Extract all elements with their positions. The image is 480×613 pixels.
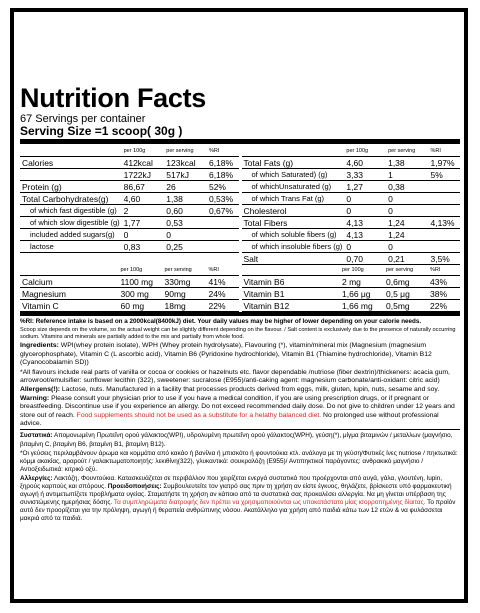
nutrient-name: Vitamin B1 (242, 288, 341, 300)
value-ri: 1,97% (428, 157, 460, 169)
value-per-100g: 0,70 (344, 253, 386, 265)
nutrient-row (242, 288, 461, 300)
nutrient-name: of which soluble fibers (g) (242, 229, 345, 241)
nutrient-row (20, 181, 239, 193)
nutrient-row (20, 169, 239, 181)
header-ri: %RI (207, 265, 239, 276)
value-per-100g: 3,33 (344, 169, 386, 181)
nutrient-name: of which slow digestible (g) (20, 217, 122, 229)
value-ri: 4,13% (428, 217, 460, 229)
nutrient-row (20, 288, 239, 300)
nutrient-row (242, 217, 461, 229)
header-ri: %RI (428, 265, 460, 276)
servings-per-container: 67 Servings per container (20, 113, 146, 125)
nutrient-name: Total Fats (g) (242, 157, 345, 169)
nutrient-name: Salt (242, 253, 345, 265)
header-ri: %RI (428, 146, 460, 157)
nutrient-name: of which fast digestible (g) (20, 205, 122, 217)
header-per-100g: per 100g (119, 265, 163, 276)
nutrient-name (20, 169, 122, 181)
greek-warning-end-text: Το προϊόν αυτό δεν προορίζεται για την πρόληψη, αγωγή ή θεραπεία ανθρώπινης νόσου. Ακατάλληλο για χρήση από παιδιά κάτω των 12 ετών & να φυλάσσεται μακριά από τα παιδιά. (20, 499, 456, 523)
column-header-row (20, 265, 239, 276)
nutrient-name: Magnesium (20, 288, 119, 300)
greek-warning-text: Συμβουλευτείτε τον γιατρό σας πριν τη χρήση αν είστε έγκυος, θηλάζετε, βρίσκεστε υπό φαρμακευτική αγωγή ή αντιμετωπίζετε προβλήματα υγείας. Σταματήστε τη χρήση αν κάποιο από τα συστατικά σας προκαλέσει αλλεργία. Να μη γίνεται υπέρβαση της συνιστώμενης ημερήσιας δόσης. (20, 483, 452, 507)
value-per-100g: 2 (122, 205, 165, 217)
value-ri: 24% (207, 288, 239, 300)
value-ri: 3,5% (428, 253, 460, 265)
nutrition-label (20, 83, 460, 525)
value-per-serving: 18mg (163, 300, 207, 312)
value-ri: 22% (428, 300, 460, 312)
scoop-note: Scoop size depends on the volume, so the actual weight can be slightly different depending on the flavour. / Salt content is exclusively due to the presence of naturally occurring sodium. Vitamins and minerals are partially added to the mix and partially from whole food. (20, 327, 456, 341)
warning-text: Please consult your physician prior to use if you have a medical condition, if you are using prescription drugs, or if pregnant or breastfeeding. Discontinue use if you experience an allergy. Do not exceed recommended daily dose. Do not give to children under 12 years and store out of reach. (20, 394, 455, 419)
warning-end-text: No prolonged use without professional advice. (20, 411, 439, 428)
value-per-100g: 1,66 mg (340, 300, 384, 312)
allergens-label: Allergens(!): (20, 386, 61, 394)
ingredients-text: WPI(whey protein isolate), WPH (Whey protein hydrolysate), Flavouring (*), vitamin/mineral mix (Magnesium (magnesium glycerophosphate), Vitamin C (L ascorbic acid), Vitamin B6 (Pyridoxine hydrochloride), Vitamin B1 (Thiamine hydrochloride), Vitamin B12 (Cyanocobalamin SD)) (20, 342, 432, 367)
nutrient-row (242, 193, 461, 205)
value-ri (207, 229, 239, 241)
nutrient-row (20, 205, 239, 217)
value-per-100g: 300 mg (119, 288, 163, 300)
warning-red-text: Food supplements should not be used as a substitute for a helathy balanced diet. (76, 411, 322, 419)
header-spacer (242, 265, 341, 276)
value-per-100g: 4,60 (122, 193, 165, 205)
nutrient-name: Calcium (20, 276, 119, 288)
value-per-serving: 0,25 (164, 241, 207, 253)
value-per-serving: 0,60 (164, 205, 207, 217)
section-divider (20, 312, 460, 316)
left-nutrient-table (20, 146, 239, 253)
left-mineral-table (20, 265, 239, 312)
value-per-100g: 4,13 (344, 229, 386, 241)
english-text (20, 318, 460, 428)
value-per-100g: 0 (344, 241, 386, 253)
value-per-100g: 0 (122, 229, 165, 241)
value-per-serving: 26 (164, 181, 207, 193)
nutrient-name: of which Trans Fat (g) (242, 193, 345, 205)
greek-flavours-paragraph: *Οι γεύσεις περιλαμβάνουν άρωμα και κομμάτια από κακάο ή βανίλια ή μπισκότο ή φουντούκια κτλ. ανάλογα με τη γεύση/Φυτικές ίνες nutriose / πηκτωτικά: κόμμι ακακίας, αραρούτ / γαλακτωματοποιητής: λεκιθίνη(322), γλυκαντικά: σουκραλόζη (E955)/ Αντιπηκτικοί παράγοντες: ανθρακικό μαγνήσιο / Αντιοξειδωτικά: κιτρικό οξύ. (20, 449, 458, 473)
value-ri: 0,67% (207, 205, 239, 217)
nutrient-row (242, 205, 461, 217)
value-ri: 22% (207, 300, 239, 312)
greek-ingredients-label: Συστατικά: (20, 432, 53, 440)
allergens-paragraph (20, 386, 460, 428)
greek-allergens-text: Λακτόζη, Φουντούκια. Κατασκευάζεται σε περιβάλλον που χειρίζεται ενεργά συστατικά που προέρχονται από αυγά, γάλα, γλουτένη, lupin, ξηρούς καρπούς και σπόρους. (20, 474, 443, 491)
value-per-100g: 1722kJ (122, 169, 165, 181)
nutrient-name: Total Fibers (242, 217, 345, 229)
column-header-row (20, 146, 239, 157)
value-ri (207, 241, 239, 253)
value-per-100g: 4,13 (344, 217, 386, 229)
flavours-paragraph: *All flavours include real parts of vanilla or cocoa or cookies or hazelnuts etc. flavor dependable /nutriose (fiber dextrin)/thickeners: acacia gum, arrowroot/emulsifier: sunflower lecithin (322), sweetener: sucralose (E955)/anti-caking agent: magnesium carbonate/anti-oxidant: citric acid) (20, 368, 450, 385)
header-per-100g: per 100g (122, 146, 165, 157)
value-per-serving: 0,53 (164, 217, 207, 229)
value-per-100g: 1,66 μg (340, 288, 384, 300)
header-spacer (20, 146, 122, 157)
value-per-serving: 0,38 (386, 181, 428, 193)
value-ri: 6,18% (207, 169, 239, 181)
header-per-serving: per serving (163, 265, 207, 276)
label-title: Nutrition Facts (20, 83, 207, 113)
value-per-serving: 1,38 (164, 193, 207, 205)
value-per-serving: 0,6mg (384, 276, 428, 288)
nutrient-name: Vitamin B6 (242, 276, 341, 288)
nutrient-row (20, 193, 239, 205)
value-per-100g: 0,83 (122, 241, 165, 253)
nutrient-row (242, 253, 461, 265)
value-per-serving: 0 (386, 193, 428, 205)
value-per-serving: 0,5mg (384, 300, 428, 312)
value-ri (428, 205, 460, 217)
ingredients-paragraph (20, 342, 460, 367)
value-per-serving: 1,24 (386, 229, 428, 241)
nutrient-row (20, 229, 239, 241)
header-spacer (20, 265, 119, 276)
column-header-row (242, 146, 461, 157)
value-ri (428, 193, 460, 205)
value-per-serving: 1,38 (386, 157, 428, 169)
allergens-text: Lactose, nuts. Manufactured in a facility that processes products derived from eggs, milk, gluten, lupin, nuts, sesame and soy. (60, 386, 440, 394)
nutrient-row (20, 217, 239, 229)
right-nutrient-table (242, 146, 461, 265)
value-ri: 38% (428, 288, 460, 300)
value-per-serving: 123kcal (164, 157, 207, 169)
nutrient-row (242, 241, 461, 253)
value-ri (428, 181, 460, 193)
greek-text (20, 432, 460, 523)
nutrient-name: Vitamin C (20, 300, 119, 312)
main-nutrient-grid (20, 146, 460, 265)
value-ri (428, 229, 460, 241)
value-per-100g: 2 mg (340, 276, 384, 288)
nutrient-row (242, 181, 461, 193)
greek-warning-label: Προειδοποιήσεις: (107, 483, 162, 491)
value-per-100g: 1100 mg (119, 276, 163, 288)
header-per-serving: per serving (386, 146, 428, 157)
nutrient-name: Cholesterol (242, 205, 345, 217)
nutrient-row (20, 300, 239, 312)
value-ri: 5% (428, 169, 460, 181)
value-per-serving: 330mg (163, 276, 207, 288)
nutrient-row (242, 276, 461, 288)
value-per-serving: 0 (386, 205, 428, 217)
greek-warning-red-text: Τα συμπληρώματα διατροφής δεν πρέπει να χρησιμοποιούνται ως υποκατάστατο μίας ισορροπημένης δίαιτας. (113, 499, 426, 507)
nutrient-name: Protein (g) (20, 181, 122, 193)
nutrient-row (242, 300, 461, 312)
nutrient-name: of which insoluble fibers (g) (242, 241, 345, 253)
warning-label: Warning: (20, 394, 50, 402)
serving-size: Serving Size =1 scoop( 30g ) (20, 125, 460, 144)
header-per-100g: per 100g (344, 146, 386, 157)
nutrient-row (20, 276, 239, 288)
value-per-100g: 0 (344, 193, 386, 205)
value-per-100g: 0 (344, 205, 386, 217)
nutrient-row (20, 241, 239, 253)
column-header-row (242, 265, 461, 276)
value-per-100g: 412kcal (122, 157, 165, 169)
nutrient-row (242, 157, 461, 169)
nutrient-name: Total Carbohydrates(g) (20, 193, 122, 205)
greek-ingredients-text: Απομονωμένη Πρωτεΐνη ορού γάλακτος(WPI), υδρολυμένη πρωτεΐνη ορού γάλακτος(WPH), γεύση(*), μίγμα βιταμινών / μεταλλων (μαγνήσιο, βιταμίνη C, βιταμίνη B6, βιταμίνη B1, βιταμίνη B12). (20, 432, 453, 448)
nutrient-name: Vitamin B12 (242, 300, 341, 312)
value-ri: 52% (207, 181, 239, 193)
value-per-serving: 517kJ (164, 169, 207, 181)
nutrient-name: of which Saturated) (g) (242, 169, 345, 181)
value-per-serving: 1,24 (386, 217, 428, 229)
ingredients-label: Ingredients: (20, 342, 59, 350)
value-per-100g: 1,27 (344, 181, 386, 193)
nutrient-name: of whichUnsaturated (g) (242, 181, 345, 193)
value-per-100g: 60 mg (119, 300, 163, 312)
nutrient-row (242, 169, 461, 181)
value-per-serving: 0,5 μg (384, 288, 428, 300)
value-per-100g: 1,77 (122, 217, 165, 229)
nutrient-row (20, 157, 239, 169)
value-ri: 43% (428, 276, 460, 288)
ri-footnote: %RI: Reference intake is based on a 2000kcal(8400kJ) diet. Your daily values may be higher of lower depending on your calorie needs. (20, 318, 422, 325)
value-ri (428, 241, 460, 253)
header-per-serving: per serving (384, 265, 428, 276)
greek-ingredients-paragraph (20, 432, 460, 448)
right-mineral-table (242, 265, 461, 312)
header-spacer (242, 146, 345, 157)
nutrient-name: included added sugars(g) (20, 229, 122, 241)
language-divider (20, 429, 460, 430)
greek-allergens-label: Αλλεργίες: (20, 474, 53, 482)
value-ri: 6,18% (207, 157, 239, 169)
value-per-serving: 1 (386, 169, 428, 181)
greek-allergens-paragraph (20, 475, 460, 524)
value-per-100g: 86,67 (122, 181, 165, 193)
nutrient-row (242, 229, 461, 241)
header-ri: %RI (207, 146, 239, 157)
value-per-serving: 90mg (163, 288, 207, 300)
nutrient-name: lactose (20, 241, 122, 253)
header-per-serving: per serving (164, 146, 207, 157)
value-ri: 41% (207, 276, 239, 288)
value-ri: 0,53% (207, 193, 239, 205)
nutrient-name: Calories (20, 157, 122, 169)
value-ri (207, 217, 239, 229)
header-per-100g: per 100g (340, 265, 384, 276)
value-per-serving: 0,21 (386, 253, 428, 265)
value-per-serving: 0 (164, 229, 207, 241)
value-per-serving: 0 (386, 241, 428, 253)
mineral-grid (20, 265, 460, 312)
value-per-100g: 4,60 (344, 157, 386, 169)
